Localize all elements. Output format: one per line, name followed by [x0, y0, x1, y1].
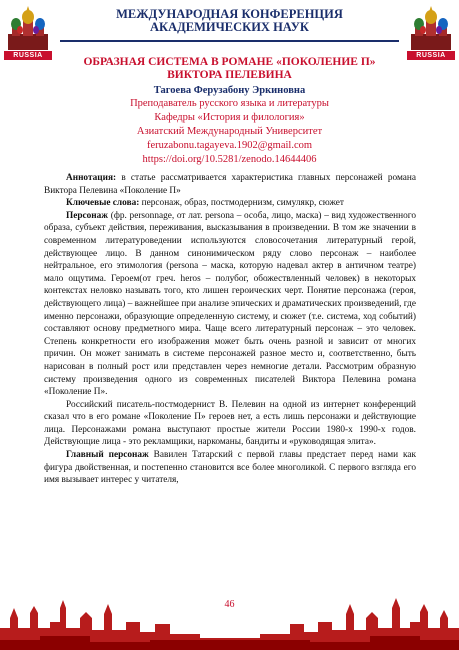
- keywords-paragraph: [44, 197, 416, 210]
- paragraph-character: [44, 210, 416, 399]
- conference-title-line2: АКАДЕМИЧЕСКИХ НАУК: [150, 20, 309, 34]
- logo-label: RUSSIA: [4, 51, 52, 60]
- header-divider: [60, 40, 399, 42]
- article-title-line2: ВИКТОРА ПЕЛЕВИНА: [167, 69, 292, 81]
- paragraph-character-text: (фр. personnage, от лат. persona – особа, лицо, маска) – вид художественного образа, субъект действия, переживания, высказывания в произведении. В том же значении в современном литературоведении используются словосочетания литературный герой, действующее лицо. В данном синонимическом ряду слово персонаж – наиболее нейтральное, его этимология (persona – маска, которую надевал актер в античном театре) мало ощутима. Героем(от греч. heros – полубог, обожествленный человек) в некоторых контекстах неловко называть того, кто лишен героических черт. Понятие персонажа (героя, действующего лица) – важнейшее при анализе эпических и драматических произведений, где именно персонажи, образующие определенную систему, и сюжет (т.е. система, ход событий) составляют основу предметного мира. Чаще всего литературный персонаж – это человек. Степень конкретности его изображения может быть очень разной и зависит от многих причин. Он может занимать в системе персонажей разное место и, соответственно, быть нарисован в полный рост или представлен через немногие детали. Рассмотрим образную систему произведения одного из современных писателей Виктора Пелевина романа «Поколение П».: [44, 210, 416, 398]
- author-position: Преподаватель русского языка и литературы: [130, 98, 329, 109]
- keywords-text: персонаж, образ, постмодернизм, симулякр, сюжет: [139, 198, 344, 209]
- author-department: Кафедры «История и филология»: [154, 112, 305, 123]
- author-email[interactable]: feruzabonu.tagayeva.1902@gmail.com: [146, 140, 313, 151]
- paragraph-pelevin: Российский писатель-постмодернист В. Пелевин на одной из интернет конференций сказал что в его романе «Поколение П» героев нет, а есть лишь персонажи и действующие лица. Персонажами романа выступают простые жители России 1980-х 1990-х годов. Действующие лица - это рекламщики, наркоманы, бандиты и «руководящая элита».: [44, 399, 416, 448]
- paragraph-character-label: Персонаж: [66, 210, 109, 221]
- abstract-label: Аннотация:: [66, 173, 117, 183]
- abstract-paragraph: [44, 172, 416, 197]
- author-university: Азиатский Международный Университет: [136, 126, 323, 137]
- author-name: Тагоева Ферузабону Эркиновна: [153, 85, 306, 96]
- conference-title: [60, 8, 399, 34]
- paragraph-main-character-label: Главный персонаж: [66, 450, 149, 461]
- city-skyline-decoration: [0, 578, 459, 650]
- article-body: [44, 172, 416, 487]
- logo-label: RUSSIA: [407, 51, 455, 60]
- paragraph-main-character: [44, 449, 416, 487]
- russia-logo-left: [4, 4, 52, 60]
- cathedral-icon: [407, 4, 455, 52]
- cathedral-icon: [4, 4, 52, 52]
- conference-title-line1: МЕЖДУНАРОДНАЯ КОНФЕРЕНЦИЯ: [116, 7, 343, 21]
- keywords-label: Ключевые слова:: [66, 198, 140, 209]
- article-title-line1: ОБРАЗНАЯ СИСТЕМА В РОМАНЕ «ПОКОЛЕНИЕ П»: [83, 56, 376, 68]
- page-number: 46: [224, 599, 235, 610]
- article-title: [40, 56, 419, 82]
- abstract-text: в статье рассматривается характеристика главных персонажей романа Виктора Пелевина «Поколение П»: [44, 173, 416, 196]
- paragraph-main-character-text: Вавилен Татарский с первой главы предстает перед нами как фигура двойственная, и постепенно становится все более многоликой. С первого взгляда его имя вызывает интерес у читателя,: [44, 450, 416, 486]
- doi-link[interactable]: https://doi.org/10.5281/zenodo.14644406: [142, 154, 317, 165]
- russia-logo-right: [407, 4, 455, 60]
